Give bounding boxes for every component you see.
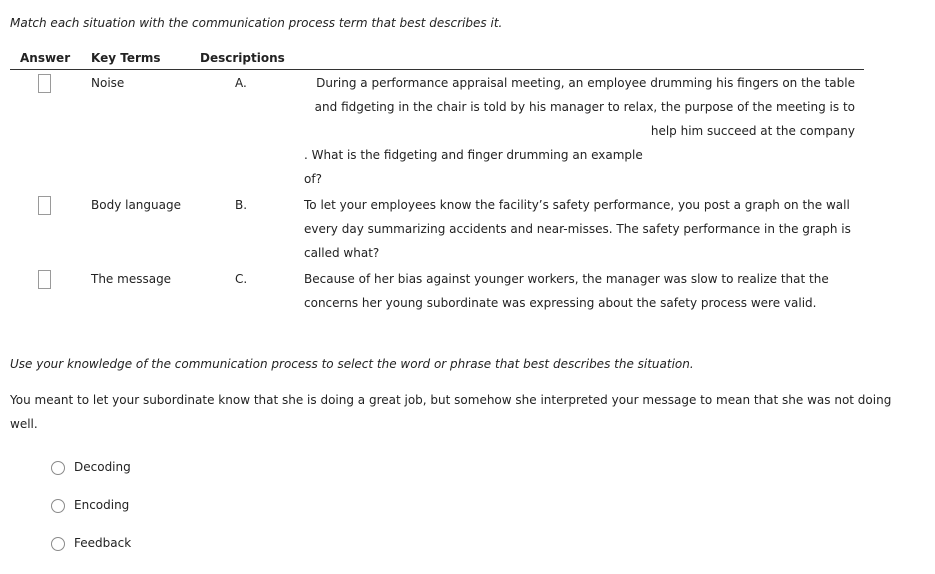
description-letter-b: B. (235, 198, 248, 212)
description-a-line-2: and fidgeting in the chair is told by his manager to relax, the purpose of the meeting is to (314, 100, 855, 114)
answer-input-row-1[interactable] (38, 74, 51, 93)
description-a-line-5: of? (304, 172, 322, 186)
header-divider (10, 69, 864, 70)
header-key-terms: Key Terms (91, 51, 161, 65)
radio-decoding[interactable] (51, 461, 65, 475)
description-a-line-3: help him succeed at the company (650, 124, 855, 138)
key-term-3: The message (91, 272, 172, 286)
description-b-line-2: every day summarizing accidents and near-misses. The safety performance in the graph is (304, 222, 851, 236)
answer-input-row-2[interactable] (38, 196, 51, 215)
description-a-line-4: . What is the fidgeting and finger drumming an example (304, 148, 643, 162)
mc-instruction: Use your knowledge of the communication process to select the word or phrase that best describes the situation. (10, 357, 694, 371)
matching-instruction: Match each situation with the communication process term that best describes it. (10, 16, 503, 30)
description-letter-c: C. (235, 272, 248, 286)
option-label-feedback[interactable]: Feedback (74, 536, 132, 550)
key-term-1: Noise (91, 76, 125, 90)
description-b-line-1: To let your employees know the facility’s safety performance, you post a graph on the wall (304, 198, 850, 212)
key-term-2: Body language (91, 198, 181, 212)
description-a-line-1: During a performance appraisal meeting, an employee drumming his fingers on the table (316, 76, 855, 90)
description-letter-a: A. (235, 76, 247, 90)
header-descriptions: Descriptions (200, 51, 285, 65)
description-b-line-3: called what? (304, 246, 380, 260)
header-answer: Answer (20, 51, 71, 65)
radio-encoding[interactable] (51, 499, 65, 513)
mc-question-line-2: well. (10, 417, 38, 431)
answer-input-row-3[interactable] (38, 270, 51, 289)
description-c-line-2: concerns her young subordinate was expressing about the safety process were valid. (304, 296, 817, 310)
description-c-line-1: Because of her bias against younger workers, the manager was slow to realize that the (304, 272, 829, 286)
option-label-encoding[interactable]: Encoding (74, 498, 130, 512)
radio-feedback[interactable] (51, 537, 65, 551)
option-label-decoding[interactable]: Decoding (74, 460, 131, 474)
mc-question-line-1: You meant to let your subordinate know that she is doing a great job, but somehow she interpreted your message to mean that she was not doing (10, 393, 892, 407)
